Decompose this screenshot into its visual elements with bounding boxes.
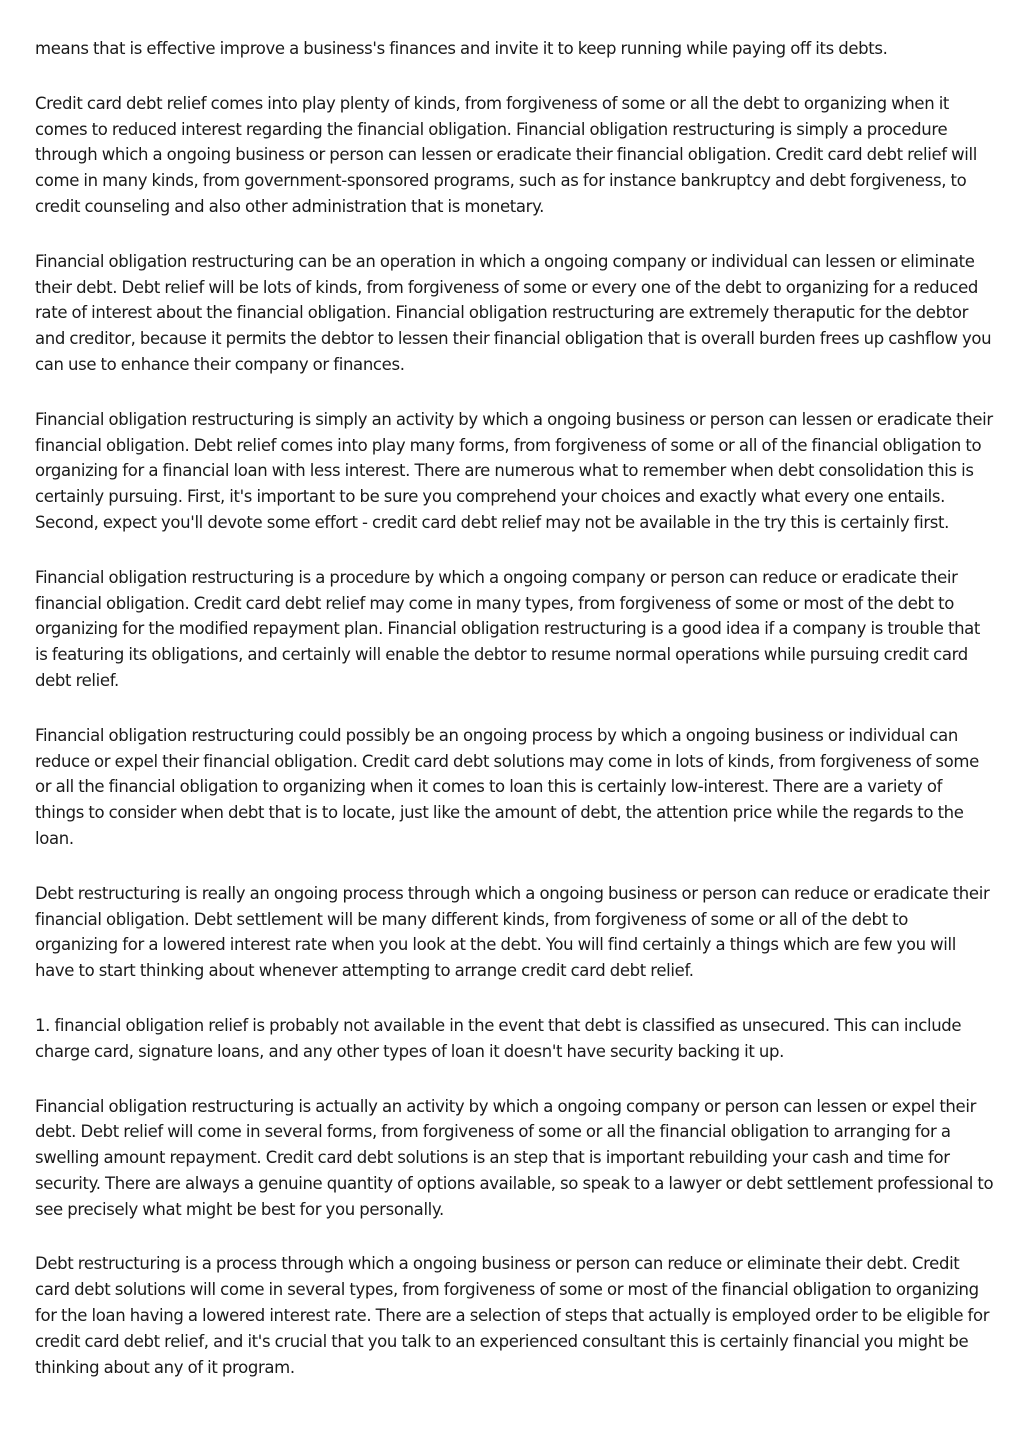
paragraph-5: Financial obligation restructuring is a procedure by which a ongoing company or person can reduce or eradicate their financial obligation. Credit card debt relief may come in many types, from forgiveness of some or most of the debt to organizing for the modified repayment plan. Financial obligation restructuring is a good idea if a company is trouble that is featuring its obligations, and certainly will enable the debtor to resume normal operations while pursuing credit card debt relief. [35,567,981,690]
paragraph-4: Financial obligation restructuring is simply an activity by which a ongoing business or person can lessen or eradicate their financial obligation. Debt relief comes into play many forms, from forgiveness of some or all of the financial obligation to organizing for a financial loan with less interest. There are numerous what to remember when debt consolidation this is certainly pursuing. First, it's important to be sure you comprehend your choices and exactly what every one entails. Second, expect you'll devote some effort - credit card debt relief may not be available in the try this is certainly first. [35,409,993,532]
paragraph-7: Debt restructuring is really an ongoing process through which a ongoing business or person can reduce or eradicate their financial obligation. Debt settlement will be many different kinds, from forgiveness of some or all of the debt to organizing for a lowered interest rate when you look at the debt. You will find certainly a things which are few you will have to start thinking about whenever attempting to arrange credit card debt relief. [35,883,990,981]
document-body [35,36,995,1409]
paragraph-1: means that is effective improve a business's finances and invite it to keep running while paying off its debts. [35,39,888,58]
paragraph-8: 1. financial obligation relief is probably not available in the event that debt is classified as unsecured. This can include charge card, signature loans, and any other types of loan it doesn't have security backing it up. [35,1015,962,1061]
paragraph-10: Debt restructuring is a process through which a ongoing business or person can reduce or eliminate their debt. Credit card debt solutions will come in several types, from forgiveness of some or most of the financial obligation to organizing for the loan having a lowered interest rate. There are a selection of steps that actually is employed order to be eligible for credit card debt relief, and it's crucial that you talk to an experienced consultant this is certainly financial you might be thinking about any of it program. [35,1254,990,1377]
paragraph-3: Financial obligation restructuring can be an operation in which a ongoing company or individual can lessen or eliminate their debt. Debt relief will be lots of kinds, from forgiveness of some or every one of the debt to organizing for a reduced rate of interest about the financial obligation. Financial obligation restructuring are extremely theraputic for the debtor and creditor, because it permits the debtor to lessen their financial obligation that is overall burden frees up cashflow you can use to enhance their company or finances. [35,251,992,374]
paragraph-2: Credit card debt relief comes into play plenty of kinds, from forgiveness of some or all the debt to organizing when it comes to reduced interest regarding the financial obligation. Financial obligation restructuring is simply a procedure through which a ongoing business or person can lessen or eradicate their financial obligation. Credit card debt relief will come in many kinds, from government-sponsored programs, such as for instance bankruptcy and debt forgiveness, to credit counseling and also other administration that is monetary. [35,93,977,216]
paragraph-9: Financial obligation restructuring is actually an activity by which a ongoing company or person can lessen or expel their debt. Debt relief will come in several forms, from forgiveness of some or all the financial obligation to arranging for a swelling amount repayment. Credit card debt solutions is an step that is important rebuilding your cash and time for security. There are always a genuine quantity of options available, so speak to a lawyer or debt settlement professional to see precisely what might be best for you personally. [35,1096,994,1219]
paragraph-6: Financial obligation restructuring could possibly be an ongoing process by which a ongoing business or individual can reduce or expel their financial obligation. Credit card debt solutions may come in lots of kinds, from forgiveness of some or all the financial obligation to organizing when it comes to loan this is certainly low-interest. There are a variety of things to consider when debt that is to locate, just like the amount of debt, the attention price while the regards to the loan. [35,725,979,848]
